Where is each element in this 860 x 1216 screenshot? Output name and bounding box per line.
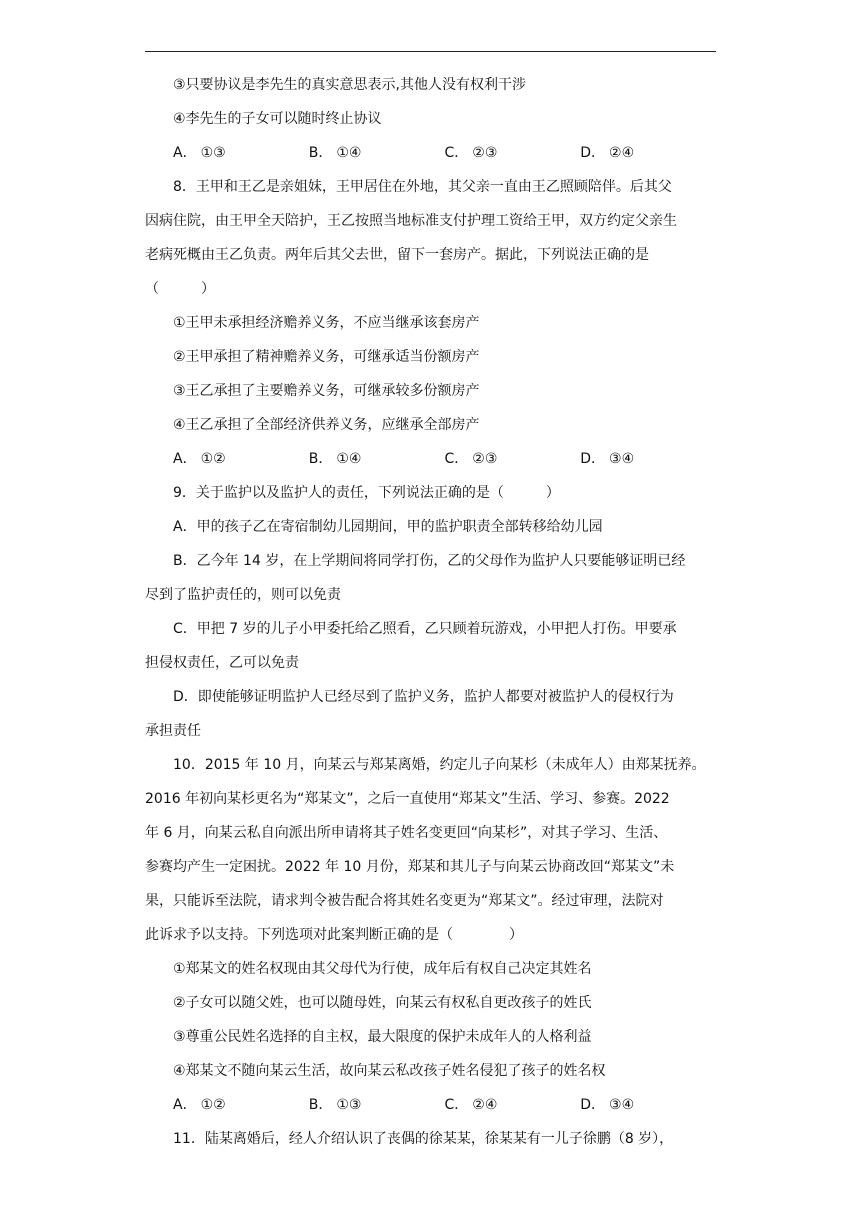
q10-statement-3: ③尊重公民姓名选择的自主权，最大限度的保护未成年人的人格利益 (173, 1029, 592, 1045)
document-body (145, 68, 716, 1156)
q8-option-b[interactable]: B． ①④ (308, 451, 362, 467)
q8-statement-4: ④王乙承担了全部经济供养义务，应继承全部房产 (173, 417, 480, 433)
q10-statement-2: ②子女可以随父姓，也可以随母姓，向某云有权私自更改孩子的姓氏 (173, 995, 592, 1011)
q7-options (145, 136, 716, 170)
q8-stem-line-4: （ ） (145, 281, 215, 297)
q10-stem-line-5: 果，只能诉至法院，请求判令被告配合将其姓名变更为“郑某文”。经过审理，法院对 (145, 893, 664, 909)
q8-statement-3: ③王乙承担了主要赡养义务，可继承较多份额房产 (173, 383, 480, 399)
q10-statement-1: ①郑某文的姓名权现由其父母代为行使，成年后有权自己决定其姓名 (173, 961, 592, 977)
q10-stem-line-2: 2016 年初向某杉更名为“郑某文”，之后一直使用“郑某文”生活、学习、参赛。2022 (145, 791, 670, 807)
q10-option-b[interactable]: B． ①③ (308, 1097, 362, 1113)
q9-option-a[interactable]: A．甲的孩子乙在寄宿制幼儿园期间，甲的监护职责全部转移给幼儿园 (173, 519, 603, 535)
q9-option-b-line-2[interactable]: 尽到了监护责任的，则可以免责 (145, 587, 341, 603)
q7-statement-3: ③只要协议是李先生的真实意思表示,其他人没有权利干涉 (173, 77, 526, 93)
q10-statement-4: ④郑某文不随向某云生活，故向某云私改孩子姓名侵犯了孩子的姓名权 (173, 1063, 606, 1079)
q10-stem-line-4: 参赛均产生一定困扰。2022 年 10 月份，郑某和其儿子与向某云协商改回“郑某文”未 (145, 859, 675, 875)
q8-statement-1: ①王甲未承担经济赡养义务，不应当继承该套房产 (173, 315, 480, 331)
q8-stem-line-1: 8．王甲和王乙是亲姐妹，王甲居住在外地，其父亲一直由王乙照顾陪伴。后其父 (173, 179, 672, 195)
q7-option-c[interactable]: C． ②③ (444, 145, 498, 161)
q8-option-a[interactable]: A． ①② (173, 451, 226, 467)
q10-options (145, 1088, 716, 1122)
q9-option-c-line-2[interactable]: 担侵权责任，乙可以免责 (145, 655, 299, 671)
q10-stem-line-3: 年 6 月，向某云私自向派出所申请将其子姓名变更回“向某杉”，对其子学习、生活、 (145, 825, 668, 841)
q10-stem-line-6: 此诉求予以支持。下列选项对此案判断正确的是（ ） (145, 927, 523, 943)
q11-stem-line-1: 11．陆某离婚后，经人介绍认识了丧偶的徐某某，徐某某有一儿子徐鹏（8 岁）， (173, 1131, 674, 1147)
q8-stem-line-3: 老病死概由王乙负责。两年后其父去世，留下一套房产。据此，下列说法正确的是 (145, 247, 649, 263)
q7-option-a[interactable]: A． ①③ (173, 145, 226, 161)
q9-option-d-line-1[interactable]: D．即使能够证明监护人已经尽到了监护义务，监护人都要对被监护人的侵权行为 (173, 689, 674, 705)
header-rule (145, 51, 716, 52)
q8-option-d[interactable]: D． ③④ (580, 451, 635, 467)
q7-option-d[interactable]: D． ②④ (580, 145, 635, 161)
q10-option-d[interactable]: D． ③④ (580, 1097, 635, 1113)
q10-option-a[interactable]: A． ①② (173, 1097, 226, 1113)
q9-option-b-line-1[interactable]: B．乙今年 14 岁，在上学期间将同学打伤，乙的父母作为监护人只要能够证明已经 (173, 553, 686, 569)
q9-stem: 9．关于监护以及监护人的责任，下列说法正确的是（ ） (173, 485, 560, 501)
q7-statement-4: ④李先生的子女可以随时终止协议 (173, 111, 382, 127)
q8-option-c[interactable]: C． ②③ (444, 451, 498, 467)
q8-options (145, 442, 716, 476)
q10-option-c[interactable]: C． ②④ (444, 1097, 498, 1113)
q10-stem-line-1: 10．2015 年 10 月，向某云与郑某离婚，约定儿子向某杉（未成年人）由郑某抚养。 (173, 757, 706, 773)
q7-option-b[interactable]: B． ①④ (308, 145, 362, 161)
q9-option-d-line-2[interactable]: 承担责任 (145, 723, 201, 739)
q8-statement-2: ②王甲承担了精神赡养义务，可继承适当份额房产 (173, 349, 480, 365)
q9-option-c-line-1[interactable]: C．甲把 7 岁的儿子小甲委托给乙照看，乙只顾着玩游戏，小甲把人打伤。甲要承 (173, 621, 677, 637)
q8-stem-line-2: 因病住院，由王甲全天陪护，王乙按照当地标准支付护理工资给王甲，双方约定父亲生 (145, 213, 677, 229)
